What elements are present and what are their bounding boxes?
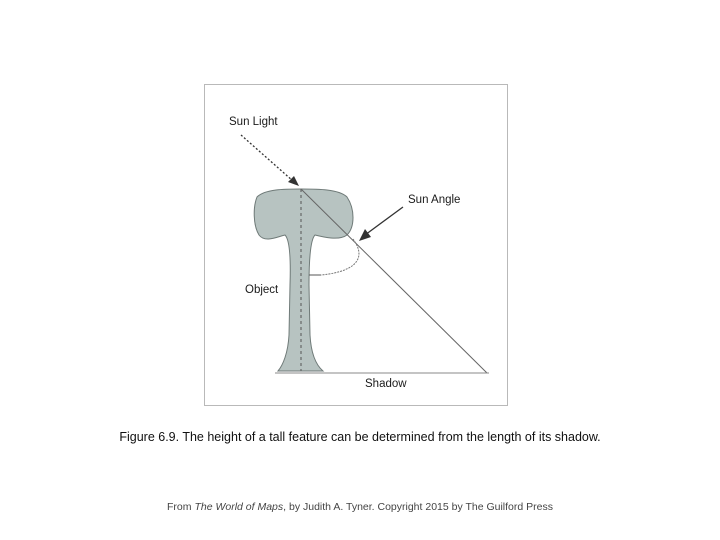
sun-light-ray: [241, 135, 293, 181]
sun-angle-pointer: [365, 207, 403, 235]
figure-caption: Figure 6.9. The height of a tall feature can be determined from the length of its shadow.: [119, 430, 601, 444]
credit-book-title: The World of Maps: [194, 501, 284, 513]
sun-angle-arrowhead: [359, 229, 371, 241]
copyright-credit: [0, 501, 720, 513]
sun-angle-label: Sun Angle: [408, 194, 461, 206]
object-shape: [254, 189, 353, 371]
shadow-label: Shadow: [365, 378, 407, 390]
sun-light-label: Sun Light: [229, 116, 278, 128]
credit-prefix: From: [167, 501, 195, 513]
sun-angle-arc: [321, 239, 359, 275]
sun-angle-diagram: [205, 85, 509, 407]
object-label: Object: [245, 284, 279, 296]
figure-frame: [204, 84, 508, 406]
credit-suffix: , by Judith A. Tyner. Copyright 2015 by The Guilford Press: [283, 501, 553, 513]
shadow-ray: [301, 189, 487, 373]
